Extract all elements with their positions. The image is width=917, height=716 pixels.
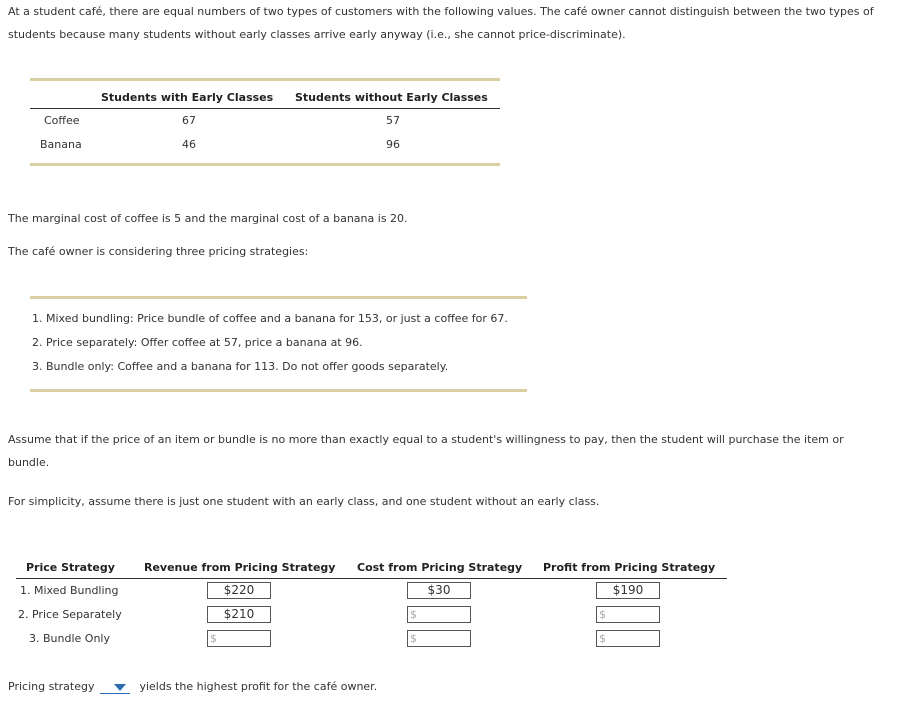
pricing-strategy-dropdown[interactable] bbox=[100, 680, 130, 694]
strategies-box bbox=[30, 296, 527, 392]
header-cost: Cost from Pricing Strategy bbox=[357, 561, 523, 574]
strategies-bottom-rule bbox=[30, 389, 527, 392]
value-early: 46 bbox=[182, 138, 196, 151]
profit-row-mixed-bundling bbox=[16, 579, 727, 603]
cost-input[interactable] bbox=[407, 606, 471, 623]
row-item: Coffee bbox=[44, 114, 80, 127]
dollar-sign: $ bbox=[210, 632, 217, 645]
value-early: 67 bbox=[182, 114, 196, 127]
row-item: Banana bbox=[40, 138, 82, 151]
values-row-banana bbox=[30, 133, 500, 157]
strategy-item: 1. Mixed bundling: Price bundle of coffee and a banana for 153, or just a coffee for 67. bbox=[32, 312, 508, 325]
profit-row-price-separately bbox=[16, 603, 727, 627]
strategy-label: 3. Bundle Only bbox=[29, 632, 110, 645]
strategy-label: 2. Price Separately bbox=[18, 608, 122, 621]
header-price-strategy: Price Strategy bbox=[26, 561, 115, 574]
revenue-input[interactable] bbox=[207, 630, 271, 647]
final-suffix: yields the highest profit for the café owner. bbox=[139, 680, 378, 693]
cost-input[interactable] bbox=[407, 630, 471, 647]
marginal-cost-text: The marginal cost of coffee is 5 and the marginal cost of a banana is 20. bbox=[8, 212, 408, 225]
profit-input[interactable] bbox=[596, 630, 660, 647]
cost-input[interactable]: $30 bbox=[407, 582, 471, 599]
header-revenue: Revenue from Pricing Strategy bbox=[144, 561, 336, 574]
profit-header-row bbox=[16, 558, 727, 579]
dollar-sign: $ bbox=[599, 632, 606, 645]
final-question bbox=[8, 679, 377, 695]
profit-input[interactable]: $190 bbox=[596, 582, 660, 599]
profit-table bbox=[16, 558, 727, 651]
profit-input[interactable] bbox=[596, 606, 660, 623]
header-no-early-classes: Students without Early Classes bbox=[295, 91, 488, 104]
revenue-input[interactable]: $220 bbox=[207, 582, 271, 599]
strategy-item: 3. Bundle only: Coffee and a banana for 113. Do not offer goods separately. bbox=[32, 360, 449, 373]
dollar-sign: $ bbox=[410, 608, 417, 621]
intro-text: At a student café, there are equal numbers of two types of customers with the following values. The café owner cannot distinguish between the two types of students because many students without early classes arrive early anyway (i.e., she cannot price-discriminate). bbox=[8, 5, 874, 41]
values-header-row bbox=[30, 81, 500, 109]
profit-row-bundle-only bbox=[16, 627, 727, 651]
simplicity-text: For simplicity, assume there is just one student with an early class, and one student without an early class. bbox=[8, 495, 600, 508]
strategies-list bbox=[30, 299, 527, 389]
assume-text: Assume that if the price of an item or bundle is no more than exactly equal to a student's willingness to pay, then the student will purchase the item or bundle. bbox=[8, 433, 844, 469]
revenue-input[interactable]: $210 bbox=[207, 606, 271, 623]
header-profit: Profit from Pricing Strategy bbox=[543, 561, 716, 574]
values-row-coffee bbox=[30, 109, 500, 133]
header-early-classes: Students with Early Classes bbox=[101, 91, 274, 104]
dollar-sign: $ bbox=[599, 608, 606, 621]
final-prefix: Pricing strategy bbox=[8, 680, 95, 693]
considering-text: The café owner is considering three pricing strategies: bbox=[8, 245, 309, 258]
chevron-down-icon bbox=[114, 684, 126, 691]
values-table bbox=[30, 78, 500, 166]
value-no-early: 96 bbox=[386, 138, 400, 151]
strategy-label: 1. Mixed Bundling bbox=[20, 584, 119, 597]
table-bottom-rule bbox=[30, 163, 500, 166]
value-no-early: 57 bbox=[386, 114, 400, 127]
dollar-sign: $ bbox=[410, 632, 417, 645]
strategy-item: 2. Price separately: Offer coffee at 57, price a banana at 96. bbox=[32, 336, 363, 349]
